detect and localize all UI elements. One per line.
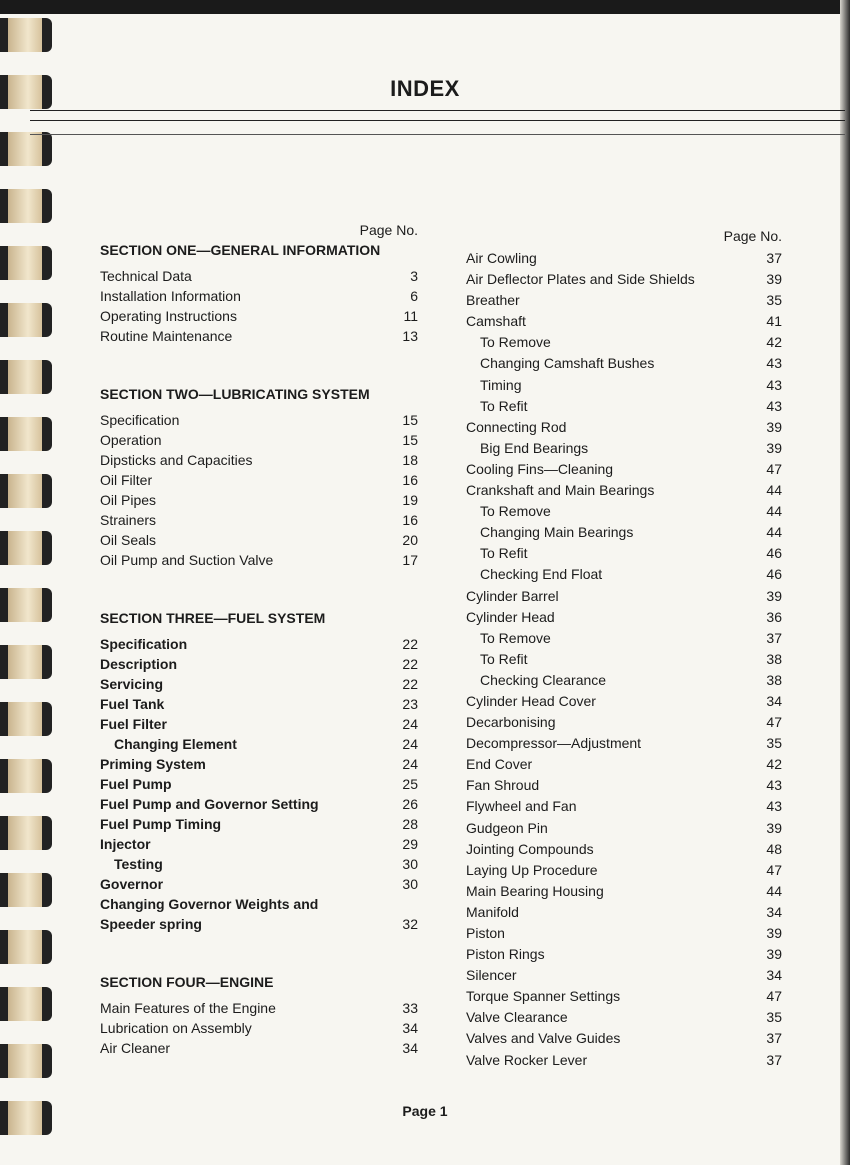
entry-page: 32 <box>402 916 418 932</box>
entry-label: Air Cowling <box>466 250 537 266</box>
index-entry <box>466 607 782 628</box>
spiral-binding <box>0 0 58 1165</box>
entry-page: 44 <box>766 882 782 899</box>
binding-ring <box>0 303 52 337</box>
entry-label: Oil Filter <box>100 472 153 488</box>
entry-page: 43 <box>766 397 782 414</box>
entry-label: Fuel Pump Timing <box>100 816 222 832</box>
index-entry <box>100 266 418 286</box>
title-rule <box>30 110 845 111</box>
entry-label: Decarbonising <box>466 714 556 731</box>
entry-page: 37 <box>766 1030 782 1047</box>
entry-page: 16 <box>402 472 418 488</box>
index-entry <box>100 694 418 714</box>
entry-page: 47 <box>766 714 782 731</box>
entry-page: 39 <box>766 439 782 456</box>
section-heading: SECTION ONE—GENERAL INFORMATION <box>100 242 381 258</box>
index-entry <box>100 834 418 854</box>
page-no-header: Page No. <box>359 222 418 238</box>
entry-page: 34 <box>766 903 782 920</box>
entry-label: Servicing <box>100 676 164 692</box>
index-entry <box>466 775 782 796</box>
binding-ring <box>0 246 52 280</box>
page-no-header: Page No. <box>723 228 782 244</box>
entry-label: Valve Clearance <box>466 1009 568 1026</box>
entry-label: Cylinder Head <box>466 608 555 625</box>
index-entry <box>466 396 782 417</box>
entry-label: Installation Information <box>100 288 241 304</box>
index-entry <box>100 734 418 754</box>
entry-label: Torque Spanner Settings <box>466 988 621 1005</box>
index-entry <box>466 839 782 860</box>
entry-label: Laying Up Procedure <box>466 861 598 878</box>
index-entry <box>466 564 782 585</box>
entry-page: 24 <box>402 756 418 772</box>
entry-label: Cylinder Head Cover <box>466 692 596 709</box>
entry-page: 42 <box>766 334 782 351</box>
entry-label: Fuel Tank <box>100 696 165 712</box>
entry-label: Dipsticks and Capacities <box>100 452 253 468</box>
entry-page: 30 <box>402 876 418 892</box>
entry-label: Routine Maintenance <box>100 328 233 344</box>
section-heading: SECTION FOUR—ENGINE <box>100 974 274 990</box>
index-entry <box>100 550 418 570</box>
index-entry <box>100 674 418 694</box>
entry-page: 46 <box>766 566 782 583</box>
binding-ring <box>0 702 52 736</box>
binding-ring <box>0 816 52 850</box>
index-entry <box>100 654 418 674</box>
entry-page: 41 <box>766 313 782 330</box>
index-entry <box>466 796 782 817</box>
entry-page: 37 <box>766 629 782 646</box>
entry-page: 47 <box>766 988 782 1005</box>
index-entry <box>466 543 782 564</box>
entry-label: To Refit <box>480 650 528 667</box>
index-entry <box>100 1038 418 1058</box>
entry-page: 35 <box>766 1009 782 1026</box>
index-entry <box>100 306 418 326</box>
binding-ring <box>0 474 52 508</box>
entry-page: 22 <box>402 676 418 692</box>
index-entry <box>466 353 782 374</box>
entry-label: Fuel Pump and Governor Setting <box>100 796 319 812</box>
index-entry <box>100 1018 418 1038</box>
index-entry <box>466 375 782 396</box>
entry-page: 13 <box>402 328 418 344</box>
scan-top-edge <box>0 0 850 14</box>
index-entry <box>100 430 418 450</box>
entry-page: 48 <box>766 840 782 857</box>
entry-label: Cooling Fins—Cleaning <box>466 460 614 477</box>
binding-ring <box>0 930 52 964</box>
entry-label: Changing Element <box>114 736 237 752</box>
index-entry <box>466 311 782 332</box>
index-left-column <box>100 222 418 1058</box>
entry-page: 34 <box>402 1040 418 1056</box>
entry-label: Fan Shroud <box>466 777 540 794</box>
index-entry <box>466 649 782 670</box>
entry-label: To Remove <box>480 334 551 351</box>
entry-label: Fuel Filter <box>100 716 167 732</box>
entry-label: Checking End Float <box>480 566 603 583</box>
section-heading: SECTION THREE—FUEL SYSTEM <box>100 610 326 626</box>
entry-page: 37 <box>766 1051 782 1068</box>
index-entry <box>466 902 782 923</box>
entry-label: Timing <box>480 376 522 393</box>
entry-page: 33 <box>402 1000 418 1016</box>
entry-page: 47 <box>766 861 782 878</box>
entry-label: To Refit <box>480 397 528 414</box>
entry-page: 6 <box>410 288 418 304</box>
entry-label: Injector <box>100 836 151 852</box>
entry-label: Operation <box>100 432 162 448</box>
entry-page: 19 <box>402 492 418 508</box>
index-entry <box>466 944 782 965</box>
index-entry <box>466 522 782 543</box>
entry-page: 35 <box>766 735 782 752</box>
index-entry <box>466 332 782 353</box>
entry-label: Valves and Valve Guides <box>466 1030 621 1047</box>
entry-page: 43 <box>766 777 782 794</box>
entry-page: 38 <box>766 671 782 688</box>
entry-page: 39 <box>766 925 782 941</box>
index-entry <box>100 326 418 346</box>
entry-label: Big End Bearings <box>480 439 589 456</box>
binding-ring <box>0 588 52 622</box>
index-entry <box>100 894 418 934</box>
index-entry <box>100 794 418 814</box>
index-entry <box>466 586 782 607</box>
binding-ring <box>0 759 52 793</box>
index-entry <box>100 874 418 894</box>
index-entry <box>100 510 418 530</box>
entry-page: 47 <box>766 460 782 477</box>
entry-label: Testing <box>114 856 163 872</box>
entry-page: 35 <box>766 292 782 309</box>
entry-label: Air Cleaner <box>100 1040 171 1056</box>
entry-page: 24 <box>402 736 418 752</box>
entry-label: Technical Data <box>100 268 192 284</box>
entry-label: Air Deflector Plates and Side Shields <box>466 271 695 288</box>
entry-label: Lubrication on Assembly <box>100 1020 252 1036</box>
entry-label: Crankshaft and Main Bearings <box>466 482 655 499</box>
entry-label: Valve Rocker Lever <box>466 1051 588 1068</box>
entry-label: Description <box>100 656 178 672</box>
page-footer: Page 1 <box>402 1103 448 1119</box>
entry-page: 39 <box>766 587 782 604</box>
index-entry <box>466 881 782 902</box>
entry-page: 43 <box>766 376 782 393</box>
entry-label: Changing Main Bearings <box>480 524 634 541</box>
index-entry <box>100 490 418 510</box>
index-entry <box>100 634 418 654</box>
entry-page: 30 <box>402 856 418 872</box>
index-entry <box>466 480 782 501</box>
entry-page: 44 <box>766 524 782 541</box>
entry-page: 44 <box>766 503 782 520</box>
entry-label: Connecting Rod <box>466 418 567 435</box>
index-entry <box>466 417 782 438</box>
entry-page: 22 <box>402 636 418 652</box>
entry-label: Changing Governor Weights and Speeder spring <box>100 896 319 932</box>
page-title: INDEX <box>390 76 460 101</box>
entry-page: 29 <box>402 836 418 852</box>
index-entry <box>466 923 782 944</box>
entry-page: 46 <box>766 545 782 562</box>
entry-page: 39 <box>766 271 782 288</box>
entry-label: Manifold <box>466 903 519 920</box>
entry-label: To Refit <box>480 545 528 562</box>
index-entry <box>466 712 782 733</box>
index-entry <box>100 286 418 306</box>
entry-label: Jointing Compounds <box>466 840 594 857</box>
entry-label: Camshaft <box>466 313 526 330</box>
entry-label: End Cover <box>466 756 533 773</box>
entry-page: 43 <box>766 355 782 372</box>
entry-page: 17 <box>402 552 418 568</box>
scan-right-edge <box>840 0 850 1165</box>
entry-label: Decompressor—Adjustment <box>466 735 642 752</box>
entry-label: To Remove <box>480 503 551 520</box>
index-entry <box>100 410 418 430</box>
title-rule <box>30 120 845 121</box>
entry-label: Cylinder Barrel <box>466 587 559 604</box>
index-entry <box>466 248 782 269</box>
section-heading: SECTION TWO—LUBRICATING SYSTEM <box>100 386 370 402</box>
index-right-column <box>466 228 782 1071</box>
entry-page: 20 <box>402 532 418 548</box>
entry-page: 44 <box>766 482 782 499</box>
index-entry <box>466 501 782 522</box>
entry-page: 28 <box>402 816 418 832</box>
entry-page: 26 <box>402 796 418 812</box>
binding-ring <box>0 132 52 166</box>
entry-label: Piston Rings <box>466 946 545 963</box>
entry-label: Checking Clearance <box>480 671 607 688</box>
index-entry <box>466 1007 782 1028</box>
entry-label: Specification <box>100 412 180 428</box>
index-entry <box>466 754 782 775</box>
index-entry <box>100 754 418 774</box>
entry-page: 39 <box>766 418 782 435</box>
title-rule <box>30 134 845 135</box>
entry-page: 18 <box>402 452 418 468</box>
index-entry <box>100 854 418 874</box>
entry-label: Operating Instructions <box>100 308 237 324</box>
binding-ring <box>0 1044 52 1078</box>
entry-page: 36 <box>766 608 782 625</box>
entry-page: 22 <box>402 656 418 672</box>
index-entry <box>466 818 782 839</box>
index-entry <box>466 860 782 881</box>
entry-page: 15 <box>402 412 418 428</box>
binding-ring <box>0 531 52 565</box>
entry-label: Main Features of the Engine <box>100 1000 276 1016</box>
entry-page: 11 <box>403 308 418 324</box>
entry-label: To Remove <box>480 629 551 646</box>
index-entry <box>100 774 418 794</box>
entry-label: Flywheel and Fan <box>466 798 577 815</box>
entry-page: 34 <box>766 967 782 984</box>
entry-page: 39 <box>766 819 782 836</box>
index-entry <box>100 470 418 490</box>
index-entry <box>466 628 782 649</box>
entry-label: Main Bearing Housing <box>466 882 604 899</box>
entry-page: 3 <box>410 268 418 284</box>
entry-label: Piston <box>466 925 505 941</box>
index-entry <box>466 670 782 691</box>
entry-page: 37 <box>766 250 782 266</box>
index-entry <box>466 691 782 712</box>
entry-page: 34 <box>402 1020 418 1036</box>
index-entry <box>466 290 782 311</box>
index-entry <box>466 965 782 986</box>
entry-page: 15 <box>402 432 418 448</box>
index-entry <box>466 438 782 459</box>
binding-ring <box>0 987 52 1021</box>
binding-ring <box>0 189 52 223</box>
binding-ring <box>0 360 52 394</box>
index-entry <box>100 814 418 834</box>
entry-page: 38 <box>766 650 782 667</box>
entry-label: Priming System <box>100 756 206 772</box>
index-entry <box>100 450 418 470</box>
entry-label: Oil Pipes <box>100 492 157 508</box>
index-entry <box>466 1050 782 1071</box>
entry-page: 34 <box>766 692 782 709</box>
entry-label: Gudgeon Pin <box>466 819 548 836</box>
entry-label: Breather <box>466 292 520 309</box>
binding-ring <box>0 873 52 907</box>
entry-label: Fuel Pump <box>100 776 172 792</box>
entry-label: Specification <box>100 636 188 652</box>
entry-page: 42 <box>766 756 782 773</box>
entry-page: 39 <box>766 946 782 963</box>
entry-page: 23 <box>402 696 418 712</box>
entry-page: 25 <box>402 776 418 792</box>
entry-label: Silencer <box>466 967 517 984</box>
entry-page: 24 <box>402 716 418 732</box>
index-entry <box>100 714 418 734</box>
entry-label: Oil Seals <box>100 532 157 548</box>
binding-ring <box>0 645 52 679</box>
index-entry <box>466 459 782 480</box>
binding-ring <box>0 417 52 451</box>
index-entry <box>466 1028 782 1049</box>
index-entry <box>100 530 418 550</box>
entry-label: Strainers <box>100 512 157 528</box>
index-entry <box>100 998 418 1018</box>
binding-ring <box>0 18 52 52</box>
entry-label: Oil Pump and Suction Valve <box>100 552 274 568</box>
entry-page: 16 <box>402 512 418 528</box>
index-entry <box>466 269 782 290</box>
index-entry <box>466 733 782 754</box>
index-entry <box>466 986 782 1007</box>
entry-label: Changing Camshaft Bushes <box>480 355 655 372</box>
entry-page: 43 <box>766 798 782 815</box>
entry-label: Governor <box>100 876 164 892</box>
